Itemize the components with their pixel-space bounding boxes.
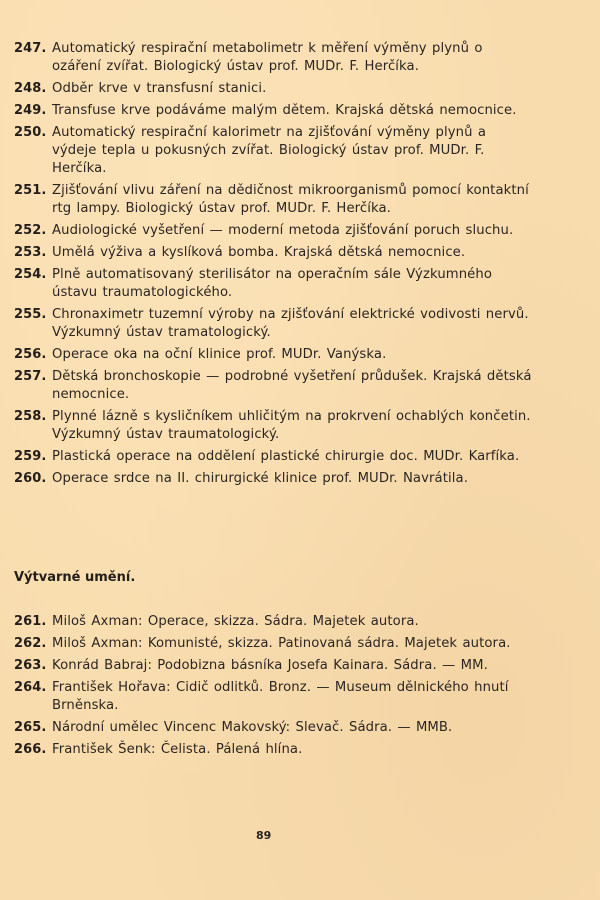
list-item [14, 346, 534, 364]
entry-text: Umělá výživa a kyslíková bomba. Krajská dětská nemocnice. [52, 245, 466, 260]
entry-text: Automatický respirační kalorimetr na zjišťování výměny plynů a výdeje tepla u pokusných zvířat. Biologický ústav prof. MUDr. F. Herčíka. [52, 125, 487, 176]
entry-text: Národní umělec Vincenc Makovský: Slevač. Sádra. — MMB. [52, 720, 453, 735]
entry-number: 249. [14, 103, 47, 118]
list-item [14, 368, 534, 404]
entry-number: 255. [14, 307, 47, 322]
entry-number: 258. [14, 409, 47, 424]
entry-text: Miloš Axman: Operace, skizza. Sádra. Majetek autora. [52, 614, 419, 629]
entry-number: 266. [14, 742, 47, 757]
list-item [14, 306, 534, 342]
entry-number: 247. [14, 41, 47, 56]
list-item [14, 719, 534, 737]
entry-number: 263. [14, 658, 47, 673]
entry-number: 265. [14, 720, 47, 735]
art-entries-list [14, 613, 534, 759]
medicine-entries-list [14, 40, 534, 488]
list-item [14, 124, 534, 178]
section-heading: Výtvarné umění. [14, 570, 136, 585]
list-item [14, 613, 534, 631]
entry-text: František Šenk: Čelista. Pálená hlína. [52, 742, 303, 757]
entry-text: Odběr krve v transfusní stanici. [52, 81, 267, 96]
entry-text: Dětská bronchoskopie — podrobné vyšetření průdušek. Krajská dětská nemocnice. [52, 369, 532, 402]
entry-text: Plastická operace na oddělení plastické chirurgie doc. MUDr. Karfíka. [52, 449, 520, 464]
entry-text: Audiologické vyšetření — moderní metoda zjišťování poruch sluchu. [52, 223, 514, 238]
list-item [14, 244, 534, 262]
entry-text: Transfuse krve podáváme malým dětem. Krajská dětská nemocnice. [52, 103, 517, 118]
entry-number: 248. [14, 81, 47, 96]
entry-text: Operace srdce na II. chirurgické klinice prof. MUDr. Navrátila. [52, 471, 468, 486]
list-item [14, 635, 534, 653]
entry-text: Miloš Axman: Komunisté, skizza. Patinovaná sádra. Majetek autora. [52, 636, 511, 651]
list-item [14, 266, 534, 302]
entry-text: Chronaximetr tuzemní výroby na zjišťování elektrické vodivosti nervů. Výzkumný ústav tramatologický. [52, 307, 529, 340]
list-item [14, 741, 534, 759]
entry-number: 256. [14, 347, 47, 362]
entry-text: Zjišťování vlivu záření na dědičnost mikroorganismů pomocí kontaktní rtg lampy. Biologický ústav prof. MUDr. F. Herčíka. [52, 183, 529, 216]
entry-text: Operace oka na oční klinice prof. MUDr. Vanýska. [52, 347, 387, 362]
list-item [14, 448, 534, 466]
entry-number: 254. [14, 267, 47, 282]
entry-number: 251. [14, 183, 47, 198]
entry-number: 257. [14, 369, 47, 384]
list-item [14, 40, 534, 76]
list-item [14, 222, 534, 240]
entry-number: 259. [14, 449, 47, 464]
entry-text: Plynné lázně s kysličníkem uhličitým na prokrvení ochablých končetin. Výzkumný ústav traumatologický. [52, 409, 531, 442]
list-item [14, 470, 534, 488]
entry-number: 260. [14, 471, 47, 486]
entry-number: 250. [14, 125, 47, 140]
entry-number: 261. [14, 614, 47, 629]
page-number: 89 [256, 829, 272, 842]
list-item [14, 408, 534, 444]
entry-number: 264. [14, 680, 47, 695]
entry-number: 252. [14, 223, 47, 238]
entry-text: Konrád Babraj: Podobizna básníka Josefa Kainara. Sádra. — MM. [52, 658, 488, 673]
entry-number: 253. [14, 245, 47, 260]
entry-number: 262. [14, 636, 47, 651]
entry-text: František Hořava: Cidič odlitků. Bronz. — Museum dělnického hnutí Brněnska. [52, 680, 509, 713]
list-item [14, 679, 534, 715]
entry-text: Plně automatisovaný sterilisátor na operačním sále Výzkumného ústavu traumatologického. [52, 267, 493, 300]
entry-text: Automatický respirační metabolimetr k měření výměny plynů o ozáření zvířat. Biologický ústav prof. MUDr. F. Herčíka. [52, 41, 483, 74]
list-item [14, 657, 534, 675]
list-item [14, 102, 534, 120]
list-item [14, 80, 534, 98]
list-item [14, 182, 534, 218]
